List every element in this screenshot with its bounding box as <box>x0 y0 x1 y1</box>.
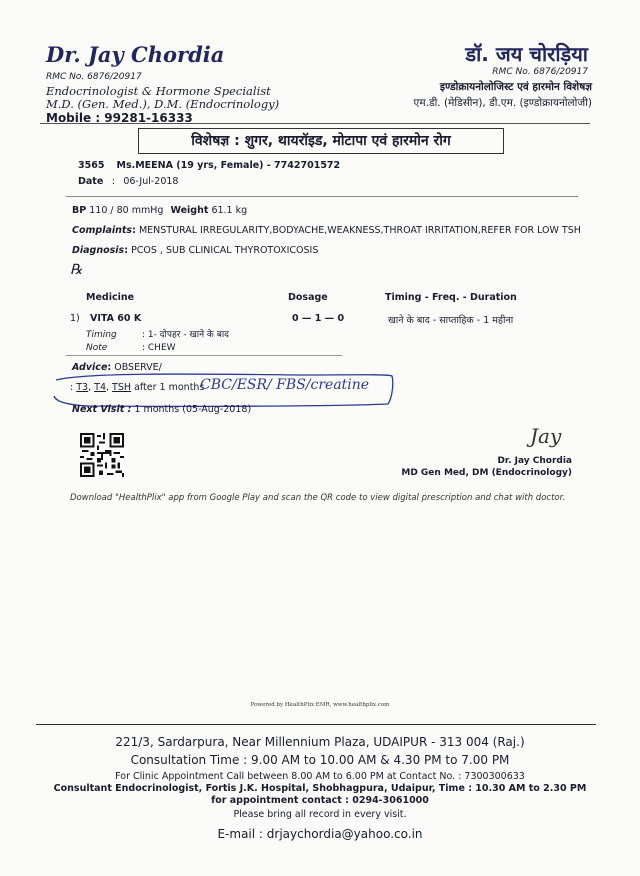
note-value: : CHEW <box>142 343 176 353</box>
bp-value: 110 / 80 mmHg <box>89 205 164 216</box>
qr-code <box>80 433 124 477</box>
footer-appointment: For Clinic Appointment Call between 8.00 AM to 6.00 PM at Contact No. : 7300300633 <box>115 771 525 782</box>
bp-label: BP <box>72 205 87 216</box>
degrees-hindi-line: एम.डी. (मेडिसीन), डी.एम. (इण्डोक्रायनोलोजी) <box>413 97 592 109</box>
advice-line: Advice: OBSERVE/ <box>72 362 162 373</box>
date-line: Date : 06-Jul-2018 <box>78 176 179 187</box>
degrees-line: M.D. (Gen. Med.), D.M. (Endocrinology) <box>46 97 280 111</box>
rx-symbol: ℞ <box>70 262 83 278</box>
medicine-row-index: 1) <box>70 313 80 324</box>
specialty-banner: विशेषज्ञ : शुगर, थायरॉइड, मोटापा एवं हारमोन रोग <box>138 128 504 154</box>
timing-value: : 1- दोपहर - खाने के बाद <box>142 330 229 340</box>
footer-consultation: Consultation Time : 9.00 AM to 10.00 AM & 4.30 PM to 7.00 PM <box>130 753 510 767</box>
medicine-sub-labels <box>86 329 117 355</box>
next-visit-label: Next Visit : <box>72 404 132 415</box>
patient-line <box>78 158 340 174</box>
handwritten-tests: CBC/ESR/ FBS/creatine <box>200 377 370 393</box>
footer-email: E-mail : drjaychordia@yahoo.co.in <box>217 827 423 841</box>
footer-consultant-line <box>0 783 640 794</box>
next-visit-value: 1 months (05-Aug-2018) <box>134 404 252 415</box>
diagnosis-label: Diagnosis <box>72 245 125 256</box>
test-t4: T4 <box>94 382 106 393</box>
test-t3: T3 <box>76 382 89 393</box>
footer-time: , Time : 10.30 AM to 2.30 PM <box>431 783 587 794</box>
medicine-name: VITA 60 K <box>90 313 142 324</box>
patient-name: Ms.MEENA (19 yrs, Female) - 7742701572 <box>116 160 341 171</box>
note-label: Note <box>86 343 108 353</box>
footer-bring-records: Please bring all record in every visit. <box>233 809 407 820</box>
header-divider <box>40 123 590 124</box>
specialization-english <box>46 85 279 111</box>
footer-divider <box>36 724 596 725</box>
complaints-value: MENSTURAL IRREGULARITY,BODYACHE,WEAKNESS,THROAT IRRITATION,REFER FOR LOW TSH <box>138 225 581 236</box>
signature-scribble: Jay <box>530 424 562 448</box>
advice-label: Advice <box>72 362 108 373</box>
next-visit-line <box>72 404 251 415</box>
vitals-line <box>72 205 247 216</box>
col-timing: Timing - Freq. - Duration <box>385 292 517 303</box>
signature-block <box>401 455 572 479</box>
advice-divider <box>66 355 342 356</box>
specialization-hindi <box>414 79 592 111</box>
date-value: 06-Jul-2018 <box>123 176 179 187</box>
weight-value: 61.1 kg <box>211 205 248 216</box>
footer-appointment-contact: for appointment contact : 0294-3061000 <box>211 795 429 806</box>
weight-label: Weight <box>170 205 209 216</box>
powered-by: Powered by HealthPlix EMR, www.healthplix.com <box>250 702 390 708</box>
footer-consultant: Consultant Endocrinologist, Fortis J.K. Hospital, Shobhagpura, Udaipur <box>53 783 432 794</box>
patient-info <box>78 158 340 190</box>
tests-after: after 1 months <box>134 382 205 393</box>
signature-qualification: MD Gen Med, DM (Endocrinology) <box>401 468 572 478</box>
complaints-line: Complaints: MENSTURAL IRREGULARITY,BODYACHE,WEAKNESS,THROAT IRRITATION,REFER FOR LOW TSH <box>72 225 581 236</box>
rmc-number-english: RMC No. 6876/20917 <box>46 72 142 82</box>
medicine-timing-freq: खाने के बाद - साप्ताहिक - 1 महीना <box>388 315 514 326</box>
medicine-dosage: 0 — 1 — 0 <box>292 313 345 324</box>
diagnosis-value: PCOS , SUB CLINICAL THYROTOXICOSIS <box>131 245 319 256</box>
col-dosage: Dosage <box>288 292 328 303</box>
date-label: Date <box>78 176 104 187</box>
specialist-line: Endocrinologist & Hormone Specialist <box>46 84 271 98</box>
footer-address: 221/3, Sardarpura, Near Millennium Plaza, UDAIPUR - 313 004 (Raj.) <box>115 735 525 749</box>
test-tsh: TSH <box>112 382 132 393</box>
advice-value: OBSERVE/ <box>114 362 162 373</box>
doctor-name-english: Dr. Jay Chordia <box>46 42 225 67</box>
specialist-hindi-line: इण्डोक्रायनोलोजिस्ट एवं हारमोन विशेषज्ञ <box>439 81 592 93</box>
patient-divider <box>66 196 578 197</box>
signature-doctor-name: Dr. Jay Chordia <box>497 456 572 466</box>
diagnosis-line: Diagnosis: PCOS , SUB CLINICAL THYROTOXICOSIS <box>72 245 319 256</box>
medicine-sub-values <box>142 329 229 355</box>
patient-id: 3565 <box>78 160 105 171</box>
col-medicine: Medicine <box>86 292 135 303</box>
rmc-number-hindi-side: RMC No. 6876/20917 <box>492 67 588 77</box>
doctor-name-hindi: डॉ. जय चोरड़िया <box>465 42 588 66</box>
timing-label: Timing <box>86 330 117 340</box>
tests-line: : T3, T4, TSH after 1 months <box>70 382 205 393</box>
mobile-number: Mobile : 99281-16333 <box>46 111 193 125</box>
download-note: Download "HealthPlix" app from Google Play and scan the QR code to view digital prescription and chat with doctor. <box>70 493 566 503</box>
complaints-label: Complaints <box>72 225 133 236</box>
